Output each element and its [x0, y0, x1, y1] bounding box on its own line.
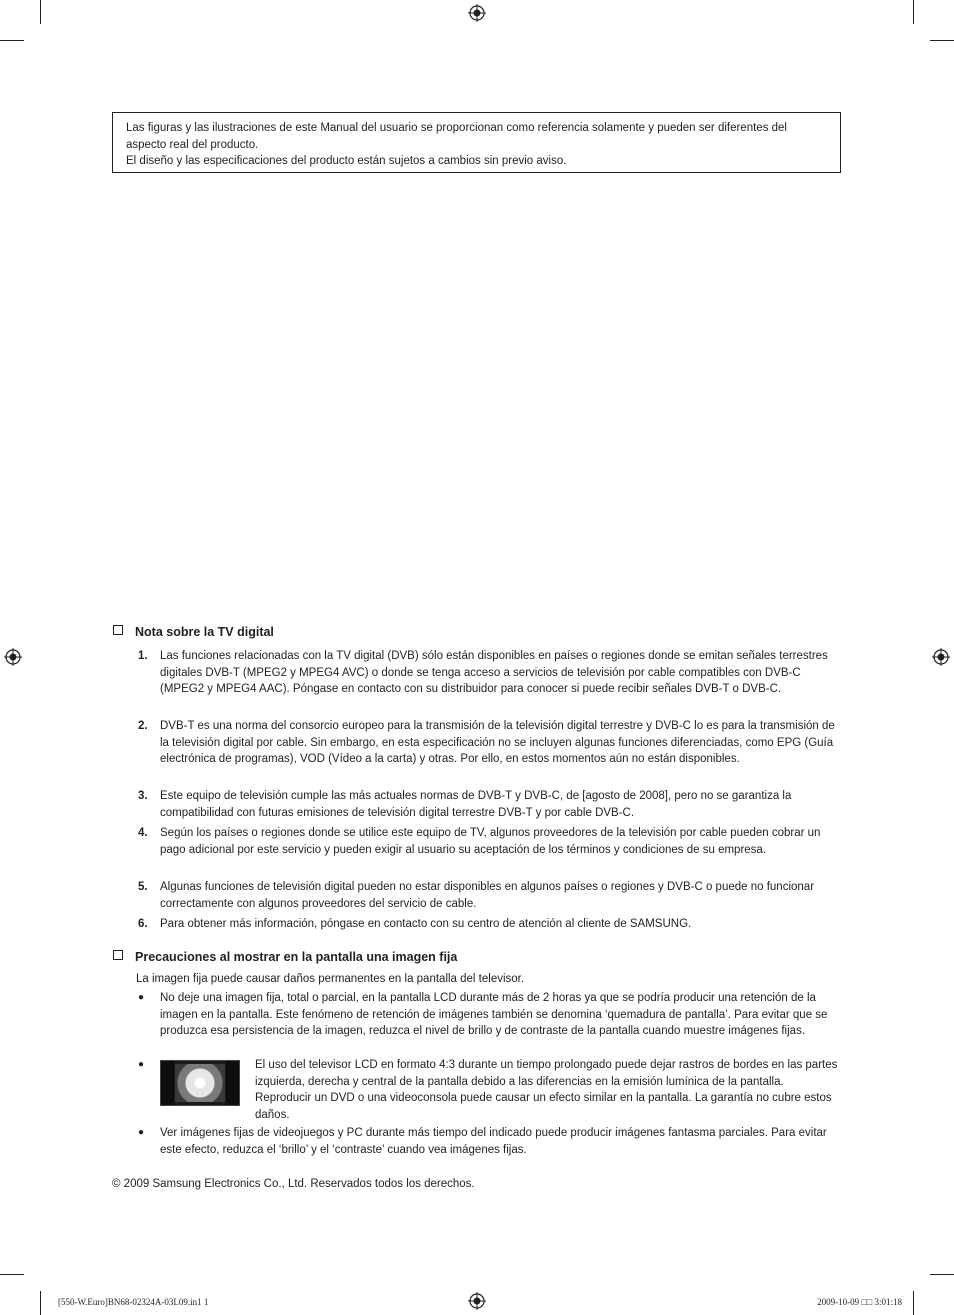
- disclaimer-line: El diseño y las especificaciones del producto están sujetos a cambios sin previo aviso.: [126, 155, 567, 167]
- list-item: 2. DVB-T es una norma del consorcio europeo para la transmisión de la televisión digital terrestre y DVB-C lo es para la transmisión de la televisión digital por cable. Sin embargo, en esta especificación no se incluyen algunas funciones diferenciadas, como EPG (Guía electrónica de programas), VOD (Vídeo a la carta) y otras. Por ello, en estos momentos aún no están disponibles.: [138, 720, 835, 766]
- crop-mark: [930, 40, 954, 41]
- checkbox-square-icon: [113, 950, 123, 960]
- bullet-item: ● El uso del televisor LCD en formato 4:3 durante un tiempo prolongado puede dejar rastros de bordes en las partes izquierda, derecha y central de la pantalla debido a las diferencias en la emisión lumínica de la pantalla. Reproducir un DVD o una videoconsola puede causar un efecto similar en la pantalla. La garantía no cubre estos daños.: [138, 1059, 838, 1121]
- tv-still-image-thumbnail: [160, 1060, 240, 1106]
- disclaimer-line: Las figuras y las ilustraciones de este Manual del usuario se proporcionan como referencia solamente y pueden ser diferentes del aspecto real del producto.: [126, 122, 787, 151]
- checkbox-square-icon: [113, 625, 123, 635]
- footer-file-info: [550-W.Euro]BN68-02324A-03L09.in1 1: [58, 1297, 209, 1307]
- registration-mark-icon: [468, 1292, 486, 1310]
- crop-mark: [913, 1291, 914, 1315]
- footer-timestamp: 2009-10-09 □□ 3:01:18: [817, 1297, 902, 1307]
- crop-mark: [0, 40, 24, 41]
- list-item: 1. Las funciones relacionadas con la TV digital (DVB) sólo están disponibles en países o regiones donde se emitan señales terrestres digitales DVB-T (MPEG2 y MPEG4 AVC) o donde se tenga acceso a servicios de televisión por cable compatibles con DVB-C (MPEG2 y MPEG4 AAC). Póngase en contacto con su distribuidor para conocer si puede recibir señales DVB-T o DVB-C.: [138, 650, 828, 696]
- crop-mark: [0, 1274, 24, 1275]
- copyright-text: © 2009 Samsung Electronics Co., Ltd. Reservados todos los derechos.: [112, 1178, 475, 1190]
- crop-mark: [913, 0, 914, 24]
- registration-mark-icon: [932, 648, 950, 666]
- bullet-icon: ●: [138, 1127, 145, 1138]
- registration-mark-icon: [4, 648, 22, 666]
- registration-mark-icon: [468, 4, 486, 22]
- section-intro: La imagen fija puede causar daños permanentes en la pantalla del televisor.: [136, 973, 525, 985]
- crop-mark: [40, 1291, 41, 1315]
- list-item: 3. Este equipo de televisión cumple las más actuales normas de DVB-T y DVB-C, de [agosto de 2008], pero no se garantiza la compatibilidad con futuras emisiones de televisión digital terrestre DVB-T y por cable DVB-C.: [138, 790, 792, 819]
- section-heading-still-image: Precauciones al mostrar en la pantalla una imagen fija: [112, 949, 457, 965]
- bullet-icon: ●: [138, 992, 145, 1003]
- section-heading-digital-tv: Nota sobre la TV digital: [112, 624, 274, 640]
- disclaimer-box: [112, 112, 841, 173]
- list-item: 5. Algunas funciones de televisión digital pueden no estar disponibles en algunos países o regiones y DVB-C o puede no funcionar correctamente con algunos proveedores del servicio de cable.: [138, 881, 815, 910]
- bullet-icon: ●: [138, 1059, 145, 1070]
- bullet-item: ● No deje una imagen fija, total o parcial, en la pantalla LCD durante más de 2 horas ya que se podría producir una retención de la imagen en la pantalla. Este fenómeno de retención de imágenes también se denomina ‘quemadura de pantalla’. Para evitar que se produzca esa persistencia de la imagen, reduzca el nivel de brillo y de contraste de la pantalla cuando muestre imágenes fijas.: [138, 992, 828, 1038]
- list-item: 6. Para obtener más información, póngase en contacto con su centro de atención al cliente de SAMSUNG.: [138, 918, 692, 930]
- crop-mark: [930, 1274, 954, 1275]
- bullet-item: ● Ver imágenes fijas de videojuegos y PC durante más tiempo del indicado puede producir imágenes fantasma parciales. Para evitar este efecto, reduzca el ‘brillo’ y el ‘contraste’ cuando vea imágenes fijas.: [138, 1127, 827, 1156]
- crop-mark: [40, 0, 41, 24]
- list-item: 4. Según los países o regiones donde se utilice este equipo de TV, algunos proveedores de la televisión por cable pueden cobrar un pago adicional por este servicio y pueden exigir al usuario su aceptación de los términos y condiciones de su empresa.: [138, 827, 821, 856]
